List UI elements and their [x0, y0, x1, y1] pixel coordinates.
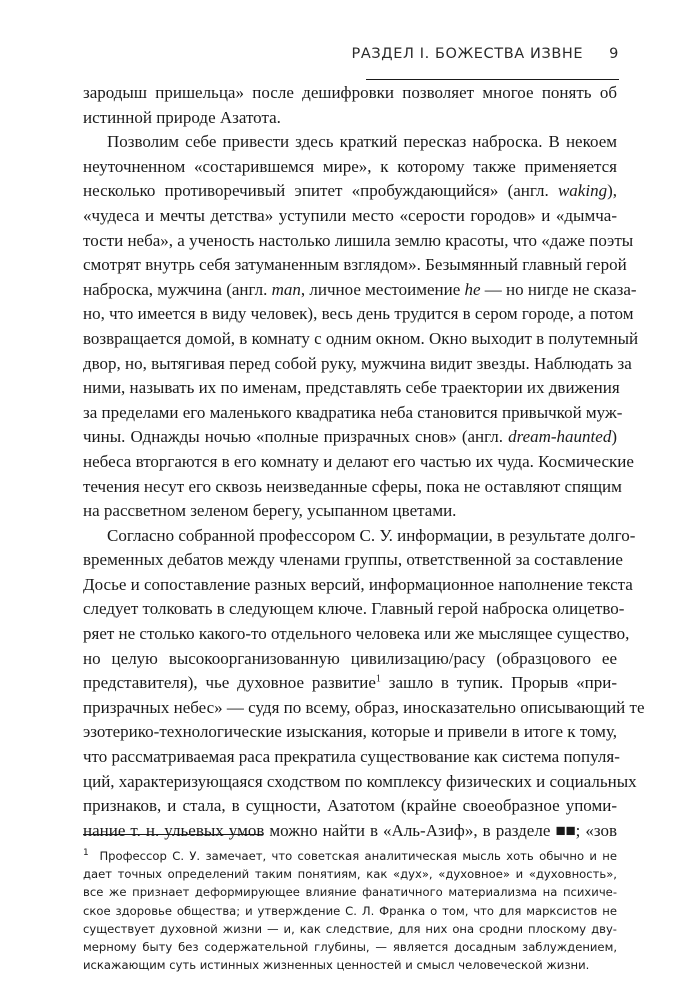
text-segment: нание т. н. ульевых умов можно найти в «Аль-Азиф», в разделе	[83, 820, 551, 840]
footnote-rule	[83, 834, 263, 835]
text-line: следует толковать в следующем ключе. Главный герой наброска олицетво-	[83, 599, 625, 619]
footnote	[83, 847, 617, 974]
text-line: истинной природе Азатота.	[83, 107, 281, 127]
text-line: призрачных небес» — судя по всему, образ, иносказательно описывающий те	[83, 697, 645, 717]
text-line: «чудеса и мечты детства» уступили место «серости городов» и «дымча-	[83, 205, 617, 225]
text-line: наброска, мужчина (англ. man, личное местоимение he — но нигде не сказа-	[83, 279, 637, 299]
text-line: чины. Однажды ночью «полные призрачных снов» (англ. dream-haunted)	[83, 427, 617, 447]
text-line	[83, 819, 617, 844]
text-line: Позволим себе привести здесь краткий пересказ наброска. В некоем	[107, 132, 617, 152]
text-line: возвращается домой, в комнату с одним окном. Окно выходит в полутемный	[83, 328, 639, 348]
paragraph-1	[83, 81, 617, 130]
text-line: Согласно собранной профессором С. У. информации, в результате долго-	[107, 525, 636, 545]
text-line: течения несут его сквозь неизведанные сферы, пока не оставляют спящим	[83, 476, 622, 496]
footnote-line: все же признает деформирующее влияние фанатичного материализма на психиче-	[83, 885, 617, 900]
section-title: РАЗДЕЛ I. БОЖЕСТВА ИЗВНЕ	[351, 46, 584, 62]
footnote-line: дает точных определений таким понятиям, как «дух», «духовное» и «духовность»,	[83, 867, 617, 882]
text-line: несколько противоречивый эпитет «пробуждающийся» (англ. waking),	[83, 181, 617, 201]
text-line: ций, характеризующаяся сходством по комплексу физических и социальных	[83, 771, 637, 791]
text-line: Досье и сопоставление разных версий, информационное наполнение текста	[83, 574, 633, 594]
redaction-mark: ■■	[555, 820, 576, 840]
paragraph-2	[83, 130, 639, 524]
main-text	[83, 81, 645, 843]
text-line: небеса вторгаются в его комнату и делают его частью их чуда. Космические	[83, 451, 634, 471]
footnote-line: мерному быту без содержательной глубины, — является досадным заблуждением,	[83, 940, 617, 955]
text-line: на рассветном зеленом берегу, усыпанном цветами.	[83, 501, 457, 521]
footnote-line	[83, 847, 617, 865]
text-segment: ; «зов	[575, 820, 617, 840]
text-line: эзотерико-технологические изыскания, которые и привели в итоге к тому,	[83, 722, 617, 742]
text-line: но, что имеется в виду человек), весь день трудится в сером городе, а потом	[83, 304, 634, 324]
text-line: что рассматриваемая раса прекратила существование как система популя-	[83, 747, 620, 767]
text-line: тости неба», а ученость настолько лишила землю красоты, что «даже поэты	[83, 230, 634, 250]
running-head	[352, 46, 619, 62]
text-segment: представителя), чье духовное развитие	[83, 673, 376, 693]
text-line: признаков, и стала, в сущности, Азатотом (крайне своеобразное упоми-	[83, 796, 617, 816]
text-line: за пределами его маленького квадратика неба становится привычкой муж-	[83, 402, 623, 422]
paragraph-3	[83, 524, 645, 844]
footnote-line: искажающим суть истинных жизненных ценностей и смысл человеческой жизни.	[83, 958, 590, 973]
text-line: неуточненном «состарившемся мире», к которому также применяется	[83, 156, 617, 176]
text-segment: зашло в тупик. Прорыв «при-	[380, 673, 618, 693]
text-line	[83, 671, 617, 696]
text-line: смотрят внутрь себя затуманенным взглядом». Безымянный главный герой	[83, 255, 627, 275]
footnote-ref[interactable]: 1	[375, 673, 381, 685]
text-segment: Профессор С. У. замечает, что советская аналитическая мысль хоть обычно и не	[99, 849, 617, 863]
footnote-line: существует духовной жизни — и, как следствие, для них она сродни плоскому дву-	[83, 921, 617, 936]
text-line: но целую высокоорганизованную цивилизацию/расу (образцового ее	[83, 648, 617, 668]
footnote-line: ское здоровье общества; и утверждение С. Л. Франка о том, что для марксистов не	[83, 903, 617, 918]
header-rule	[366, 79, 619, 80]
footnote-number: 1	[83, 848, 89, 859]
text-line: зародыш пришельца» после дешифровки позволяет многое понять об	[83, 83, 617, 102]
page-number: 9	[609, 46, 619, 62]
text-line: временных дебатов между членами группы, ответственной за составление	[83, 550, 623, 570]
text-line: ними, называть их по именам, представлять себе траектории их движения	[83, 378, 620, 398]
text-line: двор, но, вытягивая перед собой руку, мужчина видит звезды. Наблюдать за	[83, 353, 632, 373]
text-line: ряет не столько какого-то отдельного человека или же мыслящее существо,	[83, 624, 630, 644]
